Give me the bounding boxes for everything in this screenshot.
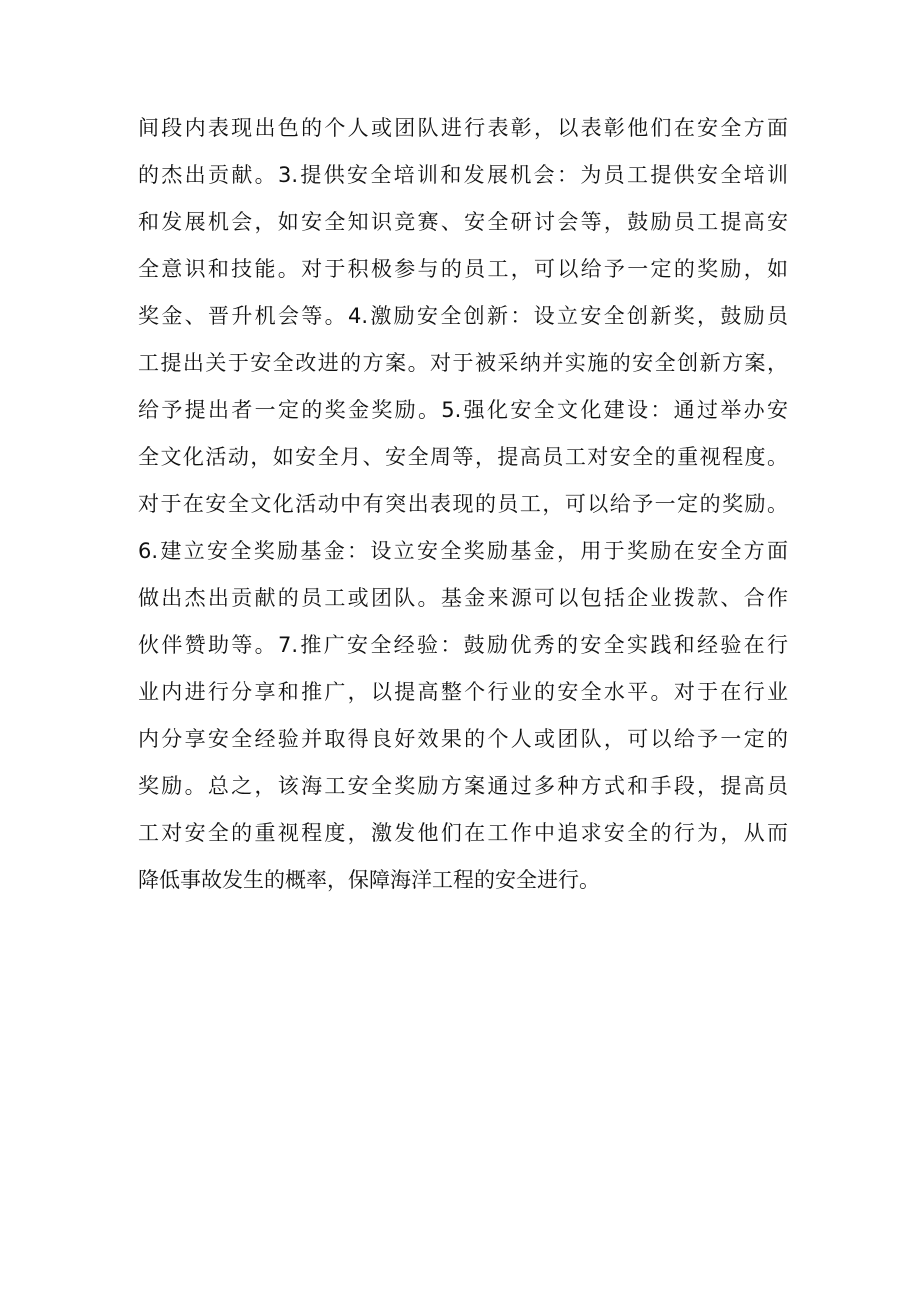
text-line-17: 降低事故发生的概率，保障海洋工程的安全进行。 <box>138 868 600 892</box>
text-line-5: 奖金、晋升机会等。4.激励安全创新：设立安全创新奖，鼓励员 <box>138 304 788 328</box>
text-line-11: 做出杰出贡献的员工或团队。基金来源可以包括企业拨款、合作 <box>138 586 788 610</box>
text-line-16: 工对安全的重视程度，激发他们在工作中追求安全的行为，从而 <box>138 821 788 845</box>
text-line-3: 和发展机会，如安全知识竞赛、安全研讨会等，鼓励员工提高安 <box>138 210 788 234</box>
text-line-2: 的杰出贡献。3.提供安全培训和发展机会：为员工提供安全培训 <box>138 163 788 187</box>
text-line-1: 间段内表现出色的个人或团队进行表彰，以表彰他们在安全方面 <box>138 116 788 140</box>
text-line-12: 伙伴赞助等。7.推广安全经验：鼓励优秀的安全实践和经验在行 <box>138 633 788 657</box>
text-line-13: 业内进行分享和推广，以提高整个行业的安全水平。对于在行业 <box>138 680 788 704</box>
body-text <box>138 105 788 904</box>
text-line-8: 全文化活动，如安全月、安全周等，提高员工对安全的重视程度。 <box>138 445 788 469</box>
text-line-14: 内分享安全经验并取得良好效果的个人或团队，可以给予一定的 <box>138 727 788 751</box>
text-line-6: 工提出关于安全改进的方案。对于被采纳并实施的安全创新方案， <box>138 351 788 375</box>
text-line-7: 给予提出者一定的奖金奖励。5.强化安全文化建设：通过举办安 <box>138 398 788 422</box>
text-line-4: 全意识和技能。对于积极参与的员工，可以给予一定的奖励，如 <box>138 257 788 281</box>
text-line-10: 6.建立安全奖励基金：设立安全奖励基金，用于奖励在安全方面 <box>138 539 788 563</box>
text-line-9: 对于在安全文化活动中有突出表现的员工，可以给予一定的奖励。 <box>138 492 788 516</box>
text-line-15: 奖励。总之，该海工安全奖励方案通过多种方式和手段，提高员 <box>138 774 788 798</box>
